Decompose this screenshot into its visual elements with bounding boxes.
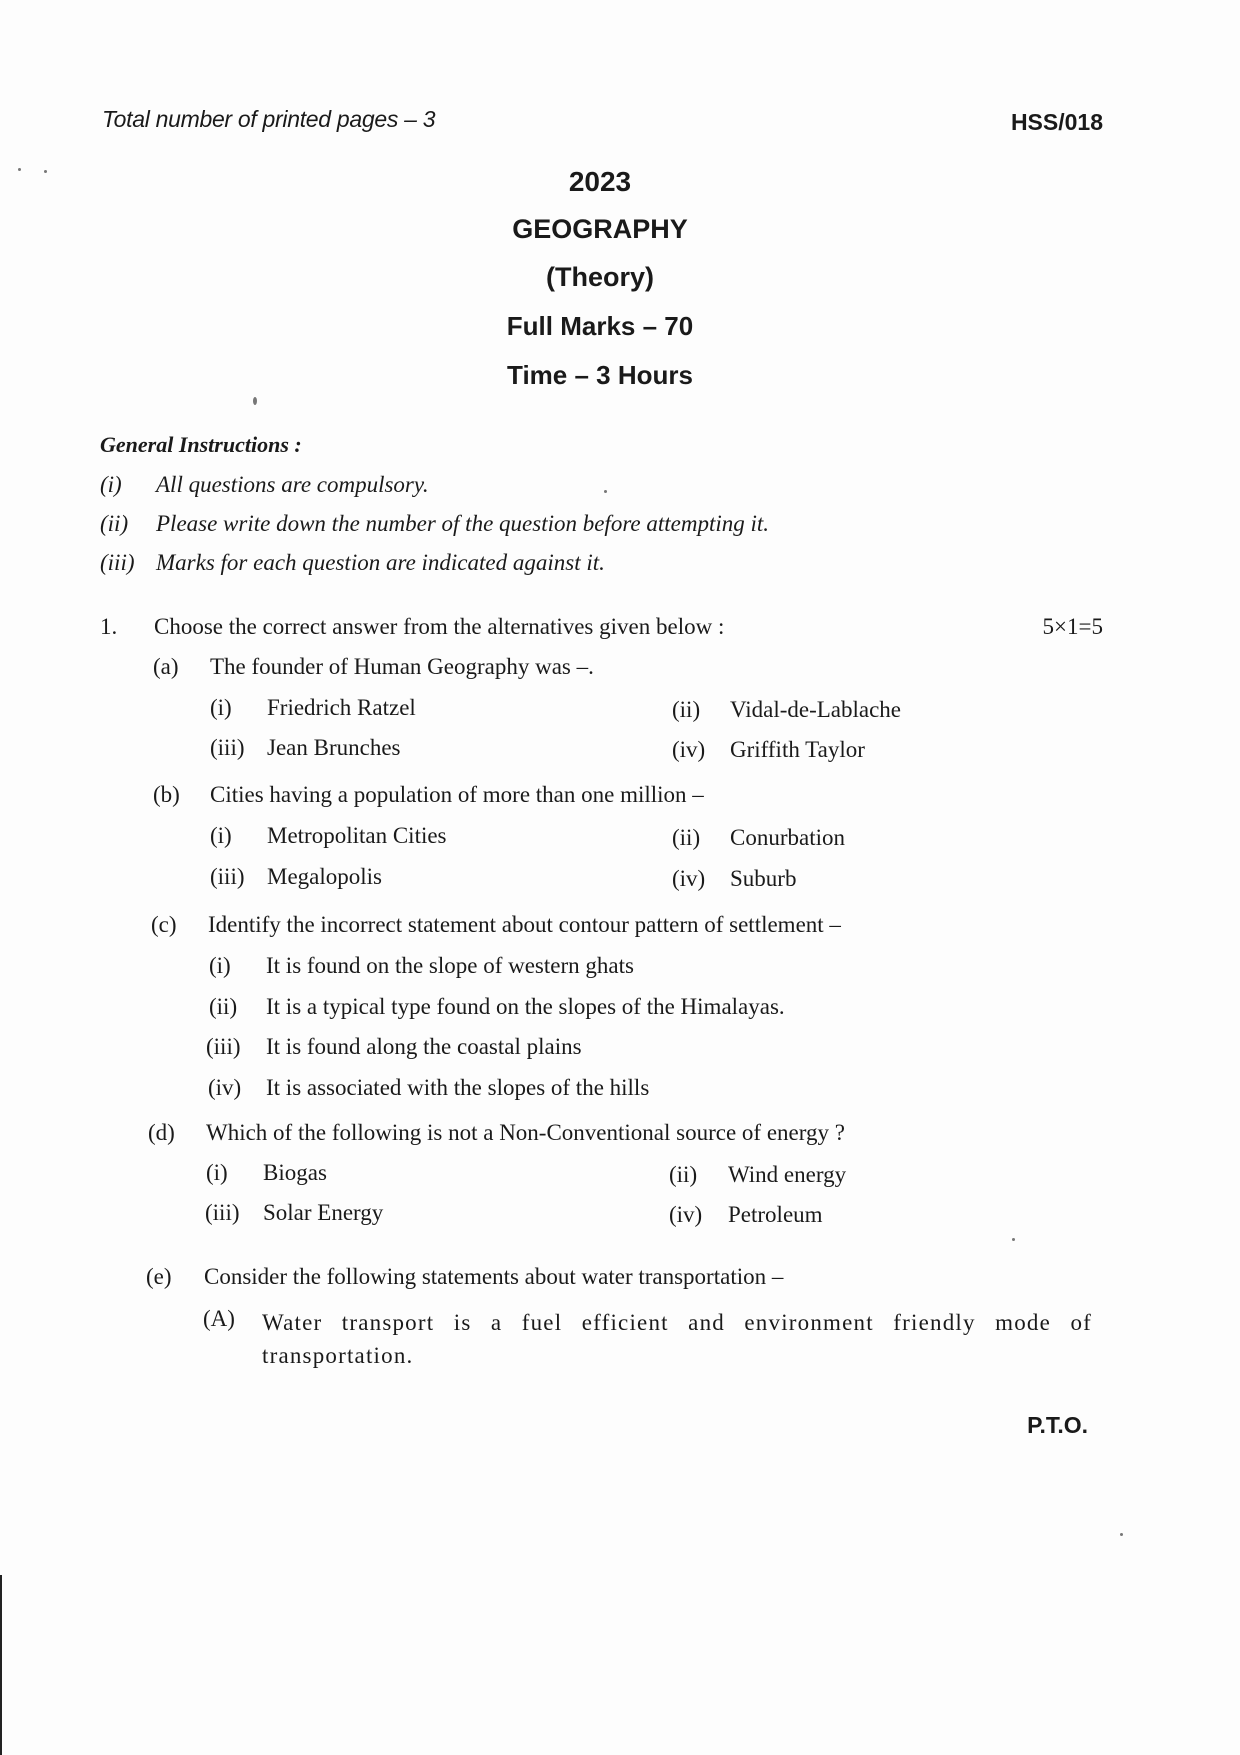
option-label: (iv) xyxy=(669,1202,703,1227)
option-text: Vidal-de-Lablache xyxy=(730,697,902,722)
option-text: It is associated with the slopes of the hills xyxy=(266,1075,650,1100)
instruction-item xyxy=(100,511,769,537)
option-label: (ii) xyxy=(672,697,701,722)
option-label: (i) xyxy=(210,823,232,848)
option-text: It is found on the slope of western ghats xyxy=(266,953,634,978)
full-marks: Full Marks – 70 xyxy=(506,311,694,341)
subquestion-text: Cities having a population of more than one million – xyxy=(210,782,704,807)
statement-label: (A) xyxy=(203,1306,235,1331)
subquestion-text: Identify the incorrect statement about contour pattern of settlement – xyxy=(208,912,841,937)
option-text: Jean Brunches xyxy=(267,735,401,760)
option-text: Megalopolis xyxy=(267,864,382,889)
subquestion-text: Which of the following is not a Non-Conventional source of energy ? xyxy=(206,1120,845,1145)
instruction-item xyxy=(100,472,429,498)
subquestion-label: (c) xyxy=(151,912,177,937)
statement-text: Water transport is a fuel efficient and environment friendly mode of transportation. xyxy=(262,1310,1092,1368)
scan-speck xyxy=(18,168,21,171)
please-turn-over: P.T.O. xyxy=(1027,1412,1088,1438)
option-label: (iv) xyxy=(672,866,706,891)
option-text: Suburb xyxy=(730,866,797,891)
question-text: Choose the correct answer from the alternatives given below : xyxy=(154,614,725,639)
exam-year: 2023 xyxy=(568,166,632,197)
option-text: It is found along the coastal plains xyxy=(266,1034,582,1059)
option-label: (ii) xyxy=(209,994,238,1019)
printed-pages-note: Total number of printed pages – 3 xyxy=(102,106,436,132)
instruction-number: (ii) xyxy=(100,511,129,536)
paper-type: (Theory) xyxy=(546,262,654,292)
paper-code: HSS/018 xyxy=(1010,109,1103,135)
subquestion-label: (d) xyxy=(148,1120,175,1145)
question-marks: 5×1=5 xyxy=(1042,614,1103,639)
option-text: Biogas xyxy=(263,1160,327,1185)
option-label: (i) xyxy=(210,695,232,720)
subquestion-label: (e) xyxy=(146,1264,172,1289)
exam-time: Time – 3 Hours xyxy=(507,360,693,390)
option-label: (i) xyxy=(206,1160,228,1185)
instruction-text: Marks for each question are indicated against it. xyxy=(156,550,605,575)
subquestion-text: The founder of Human Geography was –. xyxy=(210,654,594,679)
option-text: It is a typical type found on the slopes of the Himalayas. xyxy=(266,994,785,1019)
option-label: (iii) xyxy=(210,864,245,889)
option-text: Conurbation xyxy=(730,825,845,850)
option-label: (iv) xyxy=(208,1075,242,1100)
option-text: Wind energy xyxy=(728,1162,847,1187)
option-text: Petroleum xyxy=(728,1202,823,1227)
option-label: (iii) xyxy=(205,1200,240,1225)
option-text: Metropolitan Cities xyxy=(267,823,447,848)
subquestion-text: Consider the following statements about water transportation – xyxy=(204,1264,784,1289)
option-label: (iv) xyxy=(672,737,706,762)
subject-title: GEOGRAPHY xyxy=(512,214,688,244)
scan-speck xyxy=(253,397,257,405)
instructions-heading: General Instructions : xyxy=(100,432,302,457)
option-text: Solar Energy xyxy=(263,1200,384,1225)
scan-speck xyxy=(1120,1533,1123,1536)
instruction-text: All questions are compulsory. xyxy=(156,472,429,497)
option-label: (iii) xyxy=(206,1034,241,1059)
subquestion-label: (b) xyxy=(153,782,180,807)
scan-edge-line xyxy=(0,1575,2,1755)
instruction-text: Please write down the number of the question before attempting it. xyxy=(156,511,770,536)
scan-speck xyxy=(1012,1238,1015,1241)
option-text: Friedrich Ratzel xyxy=(267,695,416,720)
scan-speck xyxy=(44,170,47,173)
subquestion-label: (a) xyxy=(153,654,179,679)
option-label: (i) xyxy=(209,953,231,978)
question-number: 1. xyxy=(100,614,118,639)
scan-speck xyxy=(604,490,607,493)
option-label: (ii) xyxy=(672,825,701,850)
instruction-number: (iii) xyxy=(100,550,135,575)
option-text: Griffith Taylor xyxy=(730,737,865,762)
option-label: (ii) xyxy=(669,1162,698,1187)
instruction-item xyxy=(100,550,605,576)
instruction-number: (i) xyxy=(100,472,122,497)
option-label: (iii) xyxy=(210,735,245,760)
